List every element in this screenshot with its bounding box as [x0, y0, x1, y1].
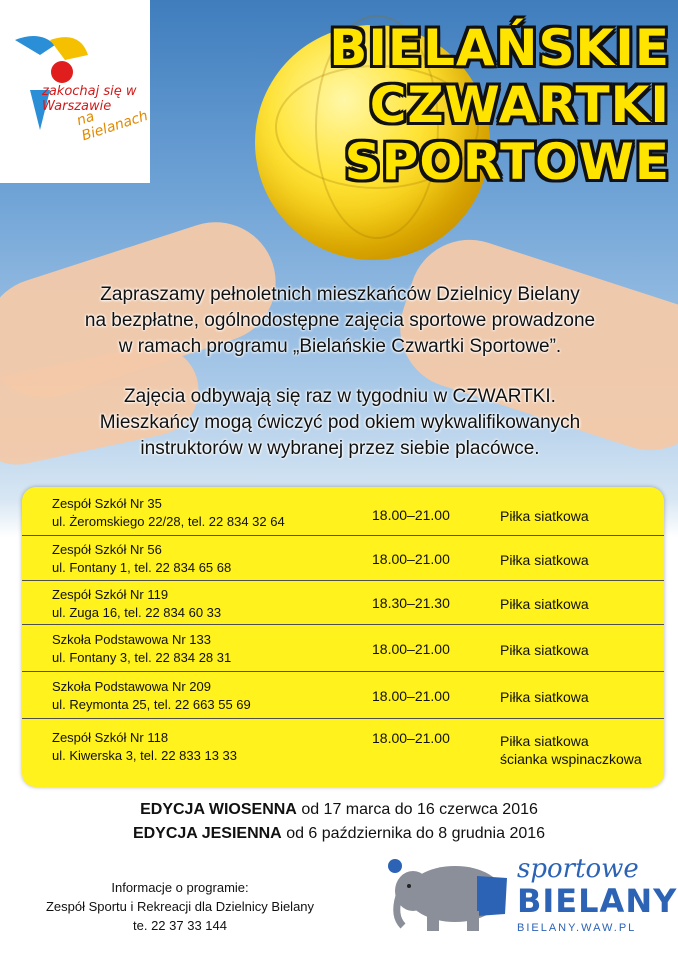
venue-cell — [52, 678, 251, 714]
info-organization: Zespół Sportu i Rekreacji dla Dzielnicy Bielany — [45, 899, 315, 914]
info-line-1: Zajęcia odbywają się raz w tygodniu w CZWARTKI. — [124, 386, 556, 407]
sportowe-bielany-logo — [385, 848, 678, 948]
activity-primary: Piłka siatkowa — [500, 733, 589, 749]
activity-cell: Piłka siatkowa — [500, 508, 589, 524]
info-line-2: Mieszkańcy mogą ćwiczyć pod okiem wykwalifikowanych — [99, 412, 581, 433]
time-cell: 18.00–21.00 — [372, 507, 450, 523]
spring-edition-dates: od 17 marca do 16 czerwca 2016 — [301, 801, 538, 818]
brand-script-text: sportowe — [517, 854, 639, 884]
time-cell: 18.30–21.30 — [372, 595, 450, 611]
autumn-edition-label: EDYCJA JESIENNA — [132, 825, 282, 842]
activity-secondary: ścianka wspinaczkowa — [500, 751, 642, 767]
info-paragraph — [20, 384, 660, 462]
activity-cell: Piłka siatkowa — [500, 596, 589, 612]
activity-cell: Piłka siatkowa — [500, 642, 589, 658]
table-row — [22, 719, 664, 785]
logo-subtext: na Bielanach — [74, 107, 150, 145]
venue-name: Zespół Szkół Nr 118 — [52, 730, 169, 745]
brand-name: BIELANY — [517, 882, 678, 920]
time-cell: 18.00–21.00 — [372, 641, 450, 657]
venue-address: ul. Zuga 16, tel. 22 834 60 33 — [52, 605, 222, 620]
spring-edition-label: EDYCJA WIOSENNA — [140, 801, 297, 818]
editions — [0, 798, 678, 846]
venue-address: ul. Fontany 1, tel. 22 834 65 68 — [52, 560, 232, 575]
brand-url: BIELANY.WAW.PL — [517, 922, 637, 934]
info-line-3: instruktorów w wybranej przez siebie placówce. — [140, 438, 540, 459]
venue-address: ul. Żeromskiego 22/28, tel. 22 834 32 64 — [52, 514, 285, 529]
table-row — [22, 625, 664, 672]
activity-cell — [500, 732, 642, 768]
table-row — [22, 581, 664, 625]
title-line-2: CZWARTKI — [369, 76, 670, 134]
venue-cell — [52, 495, 285, 531]
program-info — [15, 878, 345, 935]
time-cell: 18.00–21.00 — [372, 730, 450, 746]
venue-cell — [52, 586, 221, 622]
venue-name: Zespół Szkół Nr 35 — [52, 496, 162, 511]
page-title — [300, 20, 670, 191]
info-heading: Informacje o programie: — [111, 880, 249, 895]
autumn-edition — [0, 822, 678, 846]
venue-name: Zespół Szkół Nr 56 — [52, 542, 162, 557]
venue-name: Zespół Szkół Nr 119 — [52, 587, 169, 602]
venue-address: ul. Reymonta 25, tel. 22 663 55 69 — [52, 697, 251, 712]
table-row — [22, 487, 664, 536]
table-row — [22, 536, 664, 581]
venue-cell — [52, 631, 231, 667]
title-line-3: SPORTOWE — [344, 133, 670, 191]
venue-cell — [52, 541, 231, 577]
logo-text: zakochaj się w Warszawie — [42, 84, 137, 114]
autumn-edition-dates: od 6 października do 8 grudnia 2016 — [286, 825, 546, 842]
time-cell: 18.00–21.00 — [372, 688, 450, 704]
intro-paragraph — [20, 282, 660, 360]
elephant-icon — [385, 856, 510, 936]
schedule-table — [22, 487, 664, 787]
table-row — [22, 672, 664, 719]
intro-line-2: na bezpłatne, ogólnodostępne zajęcia sportowe prowadzone — [84, 310, 596, 331]
intro-line-1: Zapraszamy pełnoletnich mieszkańców Dzielnicy Bielany — [100, 284, 580, 305]
venue-address: ul. Kiwerska 3, tel. 22 833 13 33 — [52, 748, 238, 763]
venue-name: Szkoła Podstawowa Nr 209 — [52, 679, 211, 694]
activity-cell: Piłka siatkowa — [500, 689, 589, 705]
venue-cell — [52, 729, 237, 765]
venue-address: ul. Fontany 3, tel. 22 834 28 31 — [52, 650, 232, 665]
warsaw-logo — [0, 0, 150, 183]
activity-cell: Piłka siatkowa — [500, 552, 589, 568]
info-phone: te. 22 37 33 144 — [133, 918, 227, 933]
title-line-1: BIELAŃSKIE — [329, 19, 670, 77]
intro-line-3: w ramach programu „Bielańskie Czwartki Sportowe”. — [118, 336, 562, 357]
venue-name: Szkoła Podstawowa Nr 133 — [52, 632, 211, 647]
time-cell: 18.00–21.00 — [372, 551, 450, 567]
spring-edition — [0, 798, 678, 822]
